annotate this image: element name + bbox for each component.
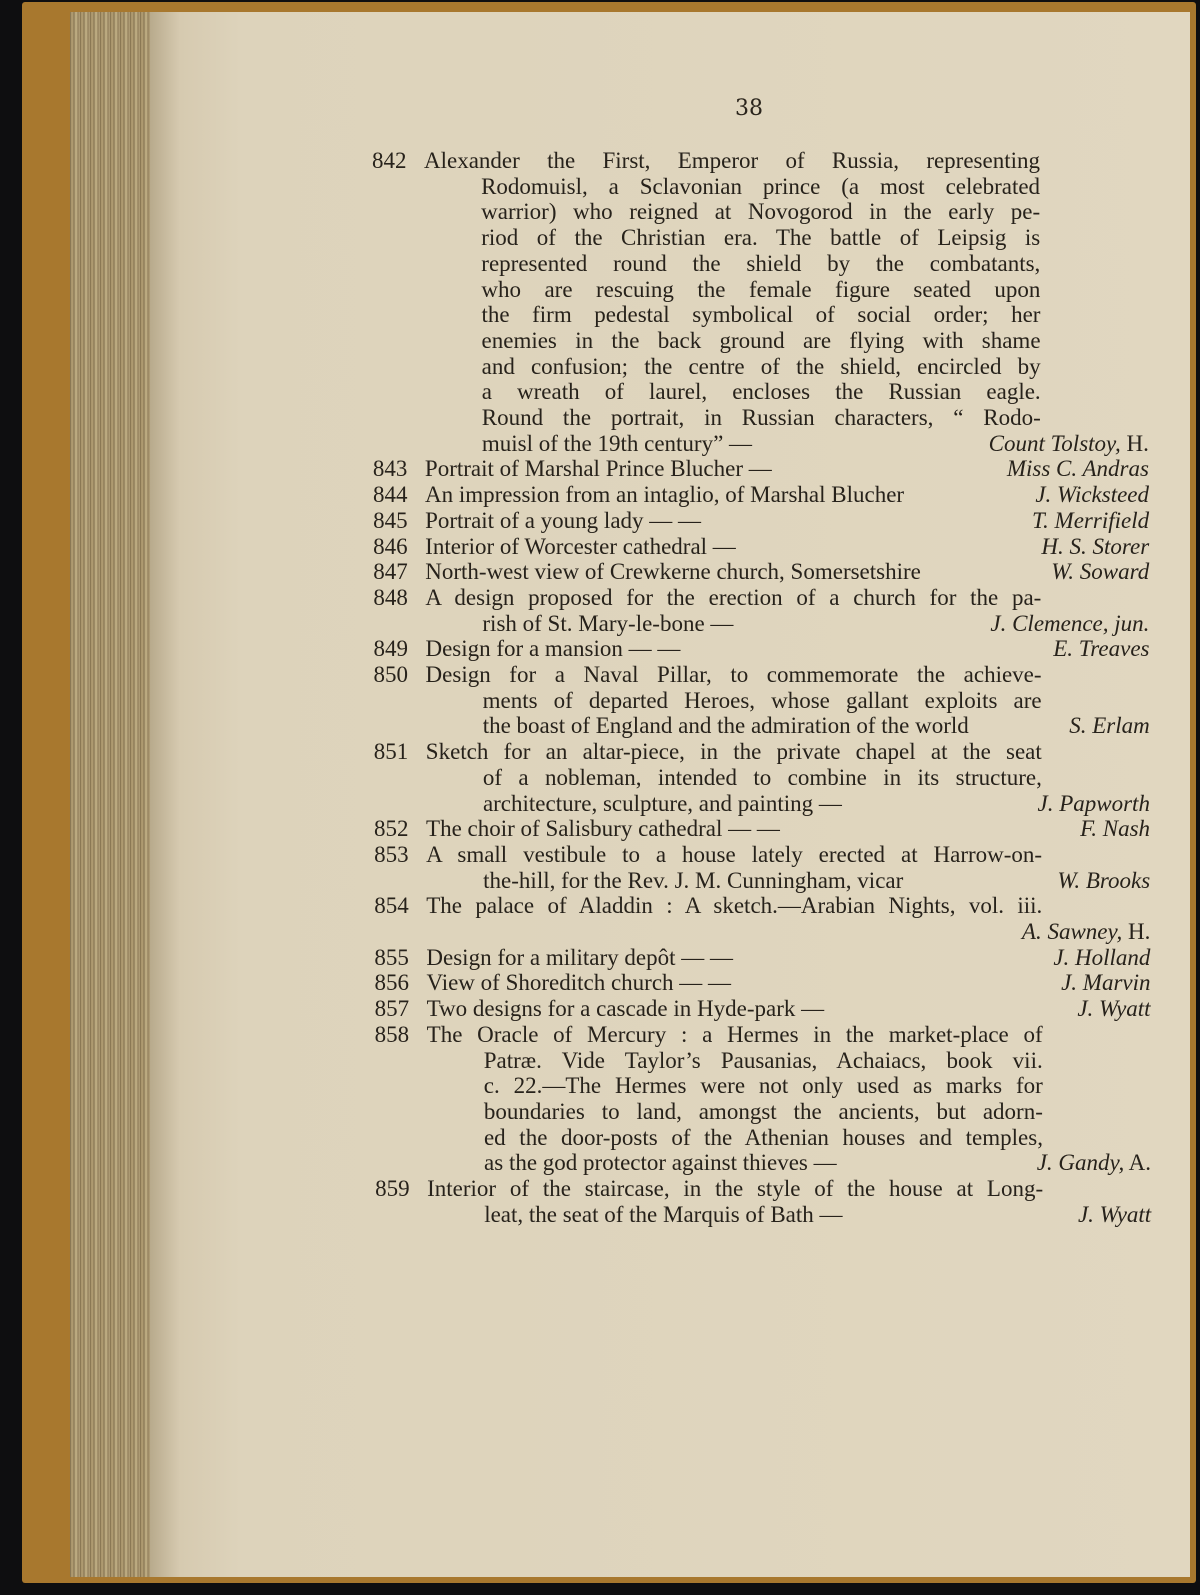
entry-artist (1038, 791, 1150, 817)
entry-line (0, 816, 1200, 842)
artist-name: H. S. Storer (1041, 533, 1150, 559)
entry-text: boundaries to land, amongst the ancients, but adorn- (483, 1098, 1043, 1124)
entry-line (0, 688, 1200, 714)
entry-line (0, 199, 1200, 225)
entry-number: 846 (373, 533, 408, 559)
entry-text: A design proposed for the erection of a church for the pa- (425, 584, 1042, 610)
entry-line (0, 277, 1200, 303)
entry-text: ed the door-posts of the Athenian houses and temples, (483, 1124, 1043, 1150)
entry-text: who are rescuing the female figure seated upon (481, 276, 1041, 302)
entry-line (0, 868, 1200, 894)
entry-artist (989, 431, 1149, 457)
entry-artist (1078, 1202, 1151, 1228)
entry-number: 842 (372, 148, 407, 173)
entry-line (0, 713, 1200, 739)
entry-line (0, 302, 1200, 328)
entry-number: 858 (374, 1021, 410, 1047)
artist-name: W. Soward (1051, 559, 1150, 585)
entry-artist (1007, 456, 1149, 482)
artist-name: F. Nash (1080, 816, 1151, 842)
entry-line (0, 611, 1200, 637)
entry-number: 848 (373, 584, 408, 610)
entry-artist (1035, 482, 1149, 508)
entry-text: Portrait of a young lady — — (425, 507, 702, 533)
entry-artist (1032, 508, 1149, 534)
membership-mark: H. (1120, 430, 1149, 456)
entry-line (0, 482, 1200, 508)
entry-artist (1077, 996, 1150, 1022)
entry-text: Rodomuisl, a Sclavonian prince (a most celebrated (481, 173, 1041, 199)
membership-mark: A. (1124, 1150, 1152, 1176)
entry-text: as the god protector against thieves — (484, 1150, 837, 1176)
entry-line (0, 431, 1200, 457)
entry-number: 843 (372, 456, 408, 482)
entry-text: Design for a Naval Pillar, to commemorate the achieve- (425, 662, 1042, 687)
entry-line (0, 354, 1200, 380)
entry-text: View of Shoreditch church — — (426, 970, 732, 996)
entry-line (0, 559, 1200, 585)
entry-text: of a nobleman, intended to combine in its structure, (482, 764, 1042, 790)
entry-text: rish of St. Mary-le-bone — (482, 610, 734, 636)
entry-artist (1053, 945, 1150, 971)
artist-name: Miss C. Andras (1006, 456, 1149, 482)
entry-artist (1051, 559, 1149, 585)
entry-number: 849 (373, 636, 408, 662)
entry-number: 852 (374, 816, 409, 842)
entry-line (0, 379, 1200, 405)
entry-line (0, 251, 1200, 277)
artist-name: J. Clemence, jun. (990, 610, 1150, 636)
entry-line (0, 739, 1200, 765)
entry-line (0, 945, 1200, 971)
artist-name: W. Brooks (1057, 867, 1151, 893)
entry-text: Portrait of Marshal Prince Blucher — (424, 456, 772, 482)
entry-text: the firm pedestal symbolical of social order; her (481, 302, 1041, 328)
entry-text: Interior of Worcester cathedral — (425, 533, 736, 559)
entry-number: 847 (373, 559, 408, 585)
artist-name: S. Erlam (1069, 713, 1150, 739)
entry-text: the-hill, for the Rev. J. M. Cunningham, vicar (483, 867, 904, 893)
entry-artist (1053, 636, 1149, 662)
entry-text: Patræ. Vide Taylor’s Pausanias, Achaiacs, book vii. (483, 1047, 1043, 1073)
entry-artist (1080, 816, 1150, 842)
membership-mark: H. (1122, 919, 1151, 944)
entry-line (0, 765, 1200, 791)
entry-line (0, 148, 1200, 174)
entry-number: 857 (374, 996, 410, 1022)
artist-name: J. Wyatt (1077, 996, 1151, 1022)
entry-text: the boast of England and the admiration of the world (482, 713, 969, 739)
entry-text: Round the portrait, in Russian characters, “ Rodo- (481, 405, 1041, 430)
entry-text: Interior of the staircase, in the style of the house at Long- (427, 1176, 1044, 1201)
entry-line (0, 405, 1200, 431)
entry-line (0, 1099, 1200, 1125)
entry-number: 844 (373, 482, 408, 508)
entry-number: 853 (374, 841, 409, 867)
entry-number: 859 (375, 1176, 410, 1201)
entry-line (0, 1150, 1200, 1176)
entry-artist (1037, 1150, 1151, 1176)
entry-text: The choir of Salisbury cathedral — — (426, 816, 780, 842)
entry-line (0, 174, 1200, 200)
entry-number: 854 (374, 893, 409, 919)
entry-text: Alexander the First, Emperor of Russia, representing (424, 148, 1040, 173)
entry-text: The Oracle of Mercury : a Hermes in the market-place of (426, 1021, 1043, 1047)
entry-text: muisl of the 19th century” — (481, 430, 753, 456)
entry-number: 845 (373, 507, 408, 533)
entry-line (0, 919, 1200, 945)
entry-artist (990, 611, 1149, 637)
entry-line (0, 1176, 1200, 1202)
entry-text: warrior) who reigned at Novogorod in the early pe- (481, 199, 1041, 225)
entry-number: 855 (374, 944, 409, 970)
artist-name: J. Holland (1053, 944, 1151, 970)
artist-name: T. Merrifield (1031, 507, 1150, 533)
entry-line (0, 791, 1200, 817)
artist-name: J. Gandy, (1036, 1150, 1125, 1176)
entry-artist (1061, 970, 1150, 996)
entry-line (0, 508, 1200, 534)
artist-name: J. Wyatt (1077, 1201, 1152, 1227)
entry-line (0, 970, 1200, 996)
entry-line (0, 893, 1200, 919)
entry-text: architecture, sculpture, and painting — (482, 790, 842, 816)
page-number: 38 (735, 96, 763, 121)
entry-text: a wreath of laurel, encloses the Russian eagle. (481, 379, 1041, 405)
entry-line (0, 1048, 1200, 1074)
entry-line (0, 1073, 1200, 1099)
entry-text: and confusion; the centre of the shield, encircled by (481, 353, 1041, 379)
entry-text: Design for a military depôt — — (426, 944, 734, 970)
entry-number: 851 (373, 739, 409, 765)
entry-text: represented round the shield by the combatants, (481, 250, 1041, 276)
entry-text: Two designs for a cascade in Hyde-park — (426, 996, 825, 1022)
artist-name: E. Treaves (1053, 636, 1150, 662)
artist-name: Count Tolstoy, (988, 430, 1121, 456)
entry-text: Design for a mansion — — (425, 636, 681, 662)
artist-name: J. Papworth (1037, 790, 1150, 816)
entry-line (0, 1022, 1200, 1048)
artist-name: J. Marvin (1061, 970, 1151, 996)
entry-artist (1022, 919, 1150, 945)
entry-line (0, 1125, 1200, 1151)
entry-line (0, 662, 1200, 688)
entry-text: riod of the Christian era. The battle of Leipsig is (481, 225, 1041, 251)
entry-text: North-west view of Crewkerne church, Somersetshire (425, 559, 921, 585)
entry-text: The palace of Aladdin : A sketch.—Arabian Nights, vol. iii. (426, 893, 1043, 919)
entry-artist (1069, 713, 1150, 739)
entry-line (0, 328, 1200, 354)
entry-line (0, 456, 1200, 482)
entry-text: ments of departed Heroes, whose gallant exploits are (482, 687, 1042, 713)
artist-name: A. Sawney, (1021, 919, 1123, 944)
entry-text: c. 22.—The Hermes were not only used as marks for (483, 1073, 1043, 1099)
entry-line (0, 534, 1200, 560)
entry-text: enemies in the back ground are flying with shame (481, 327, 1041, 353)
entry-text: leat, the seat of the Marquis of Bath — (484, 1201, 843, 1227)
entry-line (0, 842, 1200, 868)
entry-line (0, 1202, 1200, 1228)
entry-artist (1041, 534, 1149, 560)
entry-text: A small vestibule to a house lately erected at Harrow-on- (426, 841, 1043, 867)
artist-name: J. Wicksteed (1035, 482, 1150, 508)
entry-line (0, 225, 1200, 251)
entry-line (0, 636, 1200, 662)
entry-line (0, 585, 1200, 611)
entry-artist (1057, 868, 1150, 894)
entry-line (0, 996, 1200, 1022)
entry-text: Sketch for an altar-piece, in the private chapel at the seat (425, 739, 1042, 765)
entry-number: 856 (374, 970, 409, 996)
entry-number: 850 (373, 662, 409, 687)
entry-text: An impression from an intaglio, of Marshal Blucher (425, 482, 905, 508)
